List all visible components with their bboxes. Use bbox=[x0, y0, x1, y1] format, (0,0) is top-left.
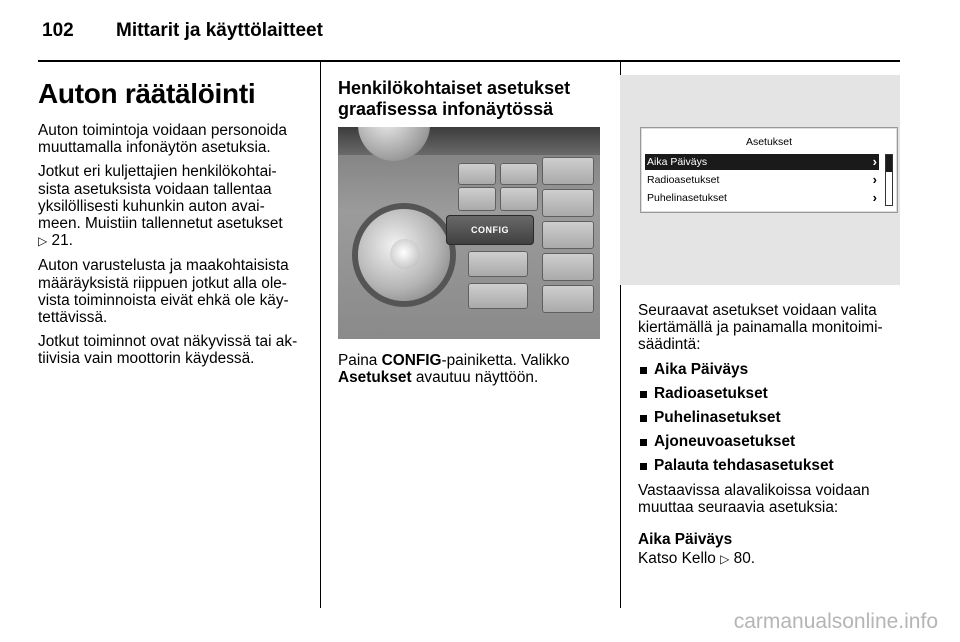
paragraph-equipment: Auton varustelusta ja maakohtaisista määräyksistä riippuen jotkut alla ole- vista toiminnoista eivät ehkä ole käy- tettävissä. bbox=[38, 257, 289, 327]
page-ref: 21. bbox=[51, 232, 73, 250]
settings-list bbox=[638, 361, 906, 475]
volume-knob-image bbox=[358, 127, 430, 161]
column-divider-1 bbox=[320, 62, 321, 608]
page-ref-icon: ▷ bbox=[38, 234, 48, 249]
screen-scrollbar bbox=[885, 154, 893, 206]
screen-row-selected: Aika Päiväys › bbox=[647, 154, 877, 169]
settings-intro: Seuraavat asetukset voidaan valita kiertämällä ja painamalla monitoimi- säädintä: bbox=[638, 302, 883, 354]
console-photo bbox=[338, 127, 600, 339]
list-item: Radioasetukset bbox=[638, 385, 906, 402]
config-instruction: Paina CONFIG-painiketta. Valikko Asetukset avautuu näyttöön. bbox=[338, 352, 570, 387]
page-number: 102 bbox=[42, 20, 74, 41]
list-item: Palauta tehdasasetukset bbox=[638, 457, 906, 474]
bullet-icon bbox=[640, 463, 647, 470]
paragraph-keys: Jotkut eri kuljettajien henkilökohtai- sista asetuksista voidaan tallentaa yksilöllisesti kuhunkin auton avai- meen. Muistiin tallennetut asetukset ▷ 21. bbox=[38, 163, 283, 250]
column-1 bbox=[38, 78, 306, 375]
chevron-right-icon: › bbox=[872, 190, 877, 205]
page-header bbox=[38, 20, 918, 44]
section-heading: Henkilökohtaiset asetukset graafisessa infonäytössä bbox=[338, 78, 571, 119]
chapter-title: Mittarit ja käyttölaitteet bbox=[116, 20, 323, 41]
config-button-image: CONFIG bbox=[446, 215, 534, 245]
subheading: Aika Päiväys bbox=[638, 531, 733, 549]
list-item: Aika Päiväys bbox=[638, 361, 906, 378]
chevron-right-icon: › bbox=[872, 154, 877, 169]
bullet-icon bbox=[640, 439, 647, 446]
screen-row: Puhelinasetukset › bbox=[647, 190, 877, 205]
column-3-text bbox=[638, 302, 906, 575]
bullet-icon bbox=[640, 367, 647, 374]
screen-row: Radioasetukset › bbox=[647, 172, 877, 187]
list-item: Puhelinasetukset bbox=[638, 409, 906, 426]
watermark: carmanualsonline.info bbox=[733, 610, 938, 633]
submenu-text: Vastaavissa alavalikoissa voidaan muuttaa seuraavia asetuksia: bbox=[638, 481, 870, 516]
bullet-icon bbox=[640, 391, 647, 398]
settings-screen bbox=[640, 127, 898, 213]
list-item: Ajoneuvoasetukset bbox=[638, 433, 906, 450]
column-2 bbox=[338, 78, 606, 120]
bullet-icon bbox=[640, 415, 647, 422]
header-rule bbox=[38, 60, 900, 62]
page-ref-icon: ▷ bbox=[720, 552, 730, 567]
paragraph-intro: Auton toimintoja voidaan personoida muuttamalla infonäytön asetuksia. bbox=[38, 122, 287, 157]
paragraph-engine: Jotkut toiminnot ovat näkyvissä tai ak- tiivisia vain moottorin käydessä. bbox=[38, 333, 298, 368]
screen-title: Asetukset bbox=[745, 136, 793, 148]
chevron-right-icon: › bbox=[872, 172, 877, 187]
section-title: Auton räätälöinti bbox=[38, 78, 256, 109]
column-2-text bbox=[338, 352, 606, 393]
clock-ref: Katso Kello ▷ 80. bbox=[638, 550, 756, 568]
